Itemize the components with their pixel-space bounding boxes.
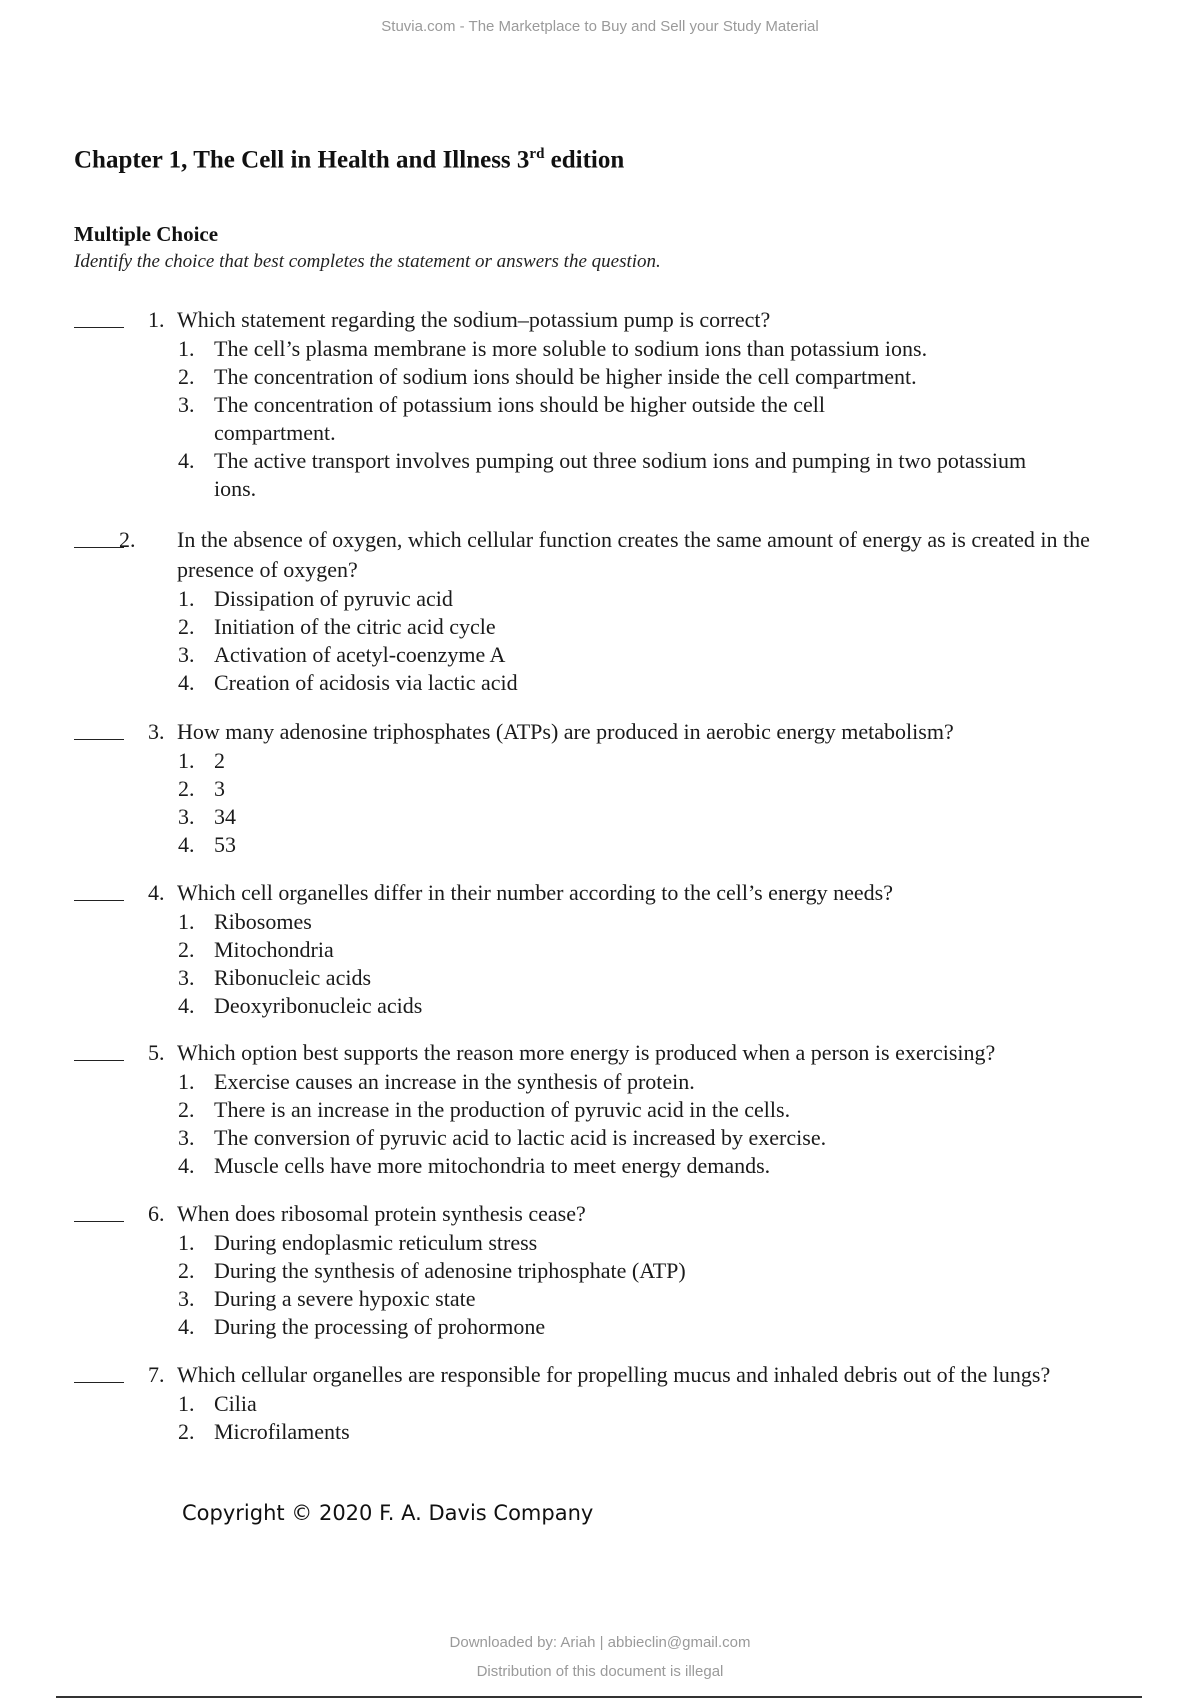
question-text: Which statement regarding the sodium–potassium pump is correct?: [177, 307, 771, 332]
question-text: Which cellular organelles are responsible for propelling mucus and inhaled debris out of the lungs?: [177, 1362, 1051, 1387]
question-text-line: [148, 1199, 1138, 1229]
question-number: 7.: [148, 1362, 165, 1387]
choice-text: Ribosomes: [214, 909, 312, 934]
choice-number: 4.: [178, 1314, 195, 1339]
choice-item[interactable]: [178, 831, 1014, 859]
choice-item[interactable]: [178, 1313, 1014, 1341]
choice-item[interactable]: [178, 1229, 1014, 1257]
choice-text: The concentration of potassium ions should be higher outside the cell compartment.: [214, 392, 825, 445]
choice-text: Dissipation of pyruvic acid: [214, 586, 453, 611]
question-text-line: [148, 717, 1138, 747]
choice-text: 53: [214, 832, 236, 857]
choice-item[interactable]: [178, 335, 1014, 363]
choice-text: Initiation of the citric acid cycle: [214, 614, 496, 639]
choice-list: [0, 747, 1200, 859]
choice-number: 3.: [178, 1125, 195, 1150]
choice-item[interactable]: [178, 1068, 1014, 1096]
choice-item[interactable]: [178, 936, 1014, 964]
choice-text: During the processing of prohormone: [214, 1314, 546, 1339]
answer-blank[interactable]: [74, 739, 124, 740]
question-4: [0, 878, 1200, 1020]
answer-blank[interactable]: [74, 1382, 124, 1383]
choice-number: 3.: [178, 804, 195, 829]
question-stem: [0, 717, 1200, 747]
question-stem: [0, 1360, 1200, 1390]
choice-number: 2.: [178, 614, 195, 639]
choice-text: There is an increase in the production of pyruvic acid in the cells.: [214, 1097, 791, 1122]
question-text: In the absence of oxygen, which cellular function creates the same amount of energy as is created in the presence of oxygen?: [177, 527, 1090, 582]
choice-text: Activation of acetyl-coenzyme A: [214, 642, 506, 667]
choice-text: During a severe hypoxic state: [214, 1286, 476, 1311]
choice-text: Microfilaments: [214, 1419, 350, 1444]
choice-item[interactable]: [178, 1390, 1014, 1418]
choice-item[interactable]: [178, 992, 1014, 1020]
answer-blank[interactable]: [74, 900, 124, 901]
choice-item[interactable]: [178, 669, 1014, 697]
choice-text: 2: [214, 748, 225, 773]
choice-number: 2.: [178, 776, 195, 801]
answer-blank[interactable]: [74, 1060, 124, 1061]
legal-notice: Distribution of this document is illegal: [476, 1663, 724, 1680]
question-number: 5.: [148, 1040, 165, 1065]
choice-number: 3.: [178, 1286, 195, 1311]
choice-list: [0, 1068, 1200, 1180]
choice-list: [0, 1229, 1200, 1341]
download-attribution: Downloaded by: Ariah | abbieclin@gmail.com: [449, 1634, 751, 1651]
question-text-line: [148, 305, 1138, 335]
choice-item[interactable]: [178, 775, 1014, 803]
question-number: 1.: [148, 307, 165, 332]
choice-list: [0, 335, 1200, 503]
choice-number: 1.: [178, 586, 195, 611]
question-stem: [0, 1038, 1200, 1068]
choice-number: 1.: [178, 1391, 195, 1416]
question-text: Which option best supports the reason more energy is produced when a person is exercising?: [177, 1040, 996, 1065]
choice-number: 4.: [178, 832, 195, 857]
question-text-line: [148, 1360, 1148, 1390]
choice-text: The conversion of pyruvic acid to lactic acid is increased by exercise.: [214, 1125, 827, 1150]
choice-number: 4.: [178, 448, 195, 473]
choice-text: 3: [214, 776, 225, 801]
question-number: 2.: [119, 527, 136, 552]
choice-number: 3.: [178, 965, 195, 990]
choice-text: During the synthesis of adenosine triphosphate (ATP): [214, 1258, 686, 1283]
choice-number: 4.: [178, 670, 195, 695]
choice-number: 1.: [178, 1230, 195, 1255]
title-suffix: edition: [544, 146, 625, 174]
choice-item[interactable]: [178, 1257, 1014, 1285]
question-1: [0, 305, 1200, 503]
document-title: [74, 146, 624, 174]
choice-text: Creation of acidosis via lactic acid: [214, 670, 518, 695]
copyright-notice: Copyright © 2020 F. A. Davis Company: [182, 1501, 594, 1525]
choice-item[interactable]: [178, 1285, 1014, 1313]
choice-item[interactable]: [178, 964, 1014, 992]
title-superscript: rd: [529, 146, 545, 162]
choice-text: Mitochondria: [214, 937, 334, 962]
choice-text: During endoplasmic reticulum stress: [214, 1230, 538, 1255]
question-stem: [0, 878, 1200, 908]
question-stem: [0, 1199, 1200, 1229]
instructions: Identify the choice that best completes the statement or answers the question.: [74, 251, 661, 272]
question-text-line: [119, 525, 1148, 585]
choice-text: The concentration of sodium ions should be higher inside the cell compartment.: [214, 364, 917, 389]
choice-number: 1.: [178, 909, 195, 934]
choice-item[interactable]: [178, 908, 1014, 936]
choice-text: Cilia: [214, 1391, 257, 1416]
choice-item[interactable]: [178, 1152, 1014, 1180]
question-stem: [0, 525, 1200, 585]
choice-item[interactable]: [178, 1418, 1014, 1446]
answer-blank[interactable]: [74, 1221, 124, 1222]
question-number: 4.: [148, 880, 165, 905]
choice-list: [0, 585, 1200, 697]
choice-item[interactable]: [178, 747, 1014, 775]
question-number: 6.: [148, 1201, 165, 1226]
answer-blank[interactable]: [74, 547, 124, 548]
question-5: [0, 1038, 1200, 1180]
choice-number: 2.: [178, 1097, 195, 1122]
question-7: [0, 1360, 1200, 1446]
choice-number: 1.: [178, 748, 195, 773]
choice-text: Muscle cells have more mitochondria to meet energy demands.: [214, 1153, 771, 1178]
choice-number: 4.: [178, 993, 195, 1018]
choice-item[interactable]: [178, 447, 1044, 503]
question-number: 3.: [148, 719, 165, 744]
choice-text: Deoxyribonucleic acids: [214, 993, 423, 1018]
choice-list: [0, 908, 1200, 1020]
section-heading: Multiple Choice: [74, 222, 219, 246]
choice-item[interactable]: [178, 363, 1014, 391]
choice-number: 2.: [178, 1258, 195, 1283]
title-text: Chapter 1, The Cell in Health and Illness 3: [74, 146, 530, 174]
choice-item[interactable]: [178, 391, 934, 447]
question-text: Which cell organelles differ in their number according to the cell’s energy needs?: [177, 880, 893, 905]
question-6: [0, 1199, 1200, 1341]
choice-text: Ribonucleic acids: [214, 965, 372, 990]
question-3: [0, 717, 1200, 859]
choice-item[interactable]: [178, 1124, 1014, 1152]
choice-number: 4.: [178, 1153, 195, 1178]
question-text-line: [148, 878, 1138, 908]
choice-text: The active transport involves pumping out three sodium ions and pumping in two potassium ions.: [214, 448, 1027, 501]
question-text-line: [148, 1038, 1138, 1068]
page-bottom-rule: [56, 1696, 1142, 1698]
choice-item[interactable]: [178, 585, 1014, 613]
choice-item[interactable]: [178, 613, 1014, 641]
choice-number: 3.: [178, 642, 195, 667]
choice-number: 2.: [178, 937, 195, 962]
choice-list: [0, 1390, 1200, 1446]
answer-blank[interactable]: [74, 327, 124, 328]
choice-number: 1.: [178, 336, 195, 361]
choice-item[interactable]: [178, 1096, 1014, 1124]
question-text: When does ribosomal protein synthesis cease?: [177, 1201, 586, 1226]
stuvia-banner: Stuvia.com - The Marketplace to Buy and Sell your Study Material: [381, 18, 819, 35]
choice-number: 2.: [178, 1419, 195, 1444]
question-2: [0, 525, 1200, 697]
choice-text: The cell’s plasma membrane is more soluble to sodium ions than potassium ions.: [214, 336, 928, 361]
choice-text: Exercise causes an increase in the synthesis of protein.: [214, 1069, 695, 1094]
question-stem: [0, 305, 1200, 335]
choice-text: 34: [214, 804, 236, 829]
choice-number: 2.: [178, 364, 195, 389]
choice-number: 1.: [178, 1069, 195, 1094]
question-text: How many adenosine triphosphates (ATPs) are produced in aerobic energy metabolism?: [177, 719, 954, 744]
choice-number: 3.: [178, 392, 195, 417]
choice-item[interactable]: [178, 641, 1014, 669]
choice-item[interactable]: [178, 803, 1014, 831]
